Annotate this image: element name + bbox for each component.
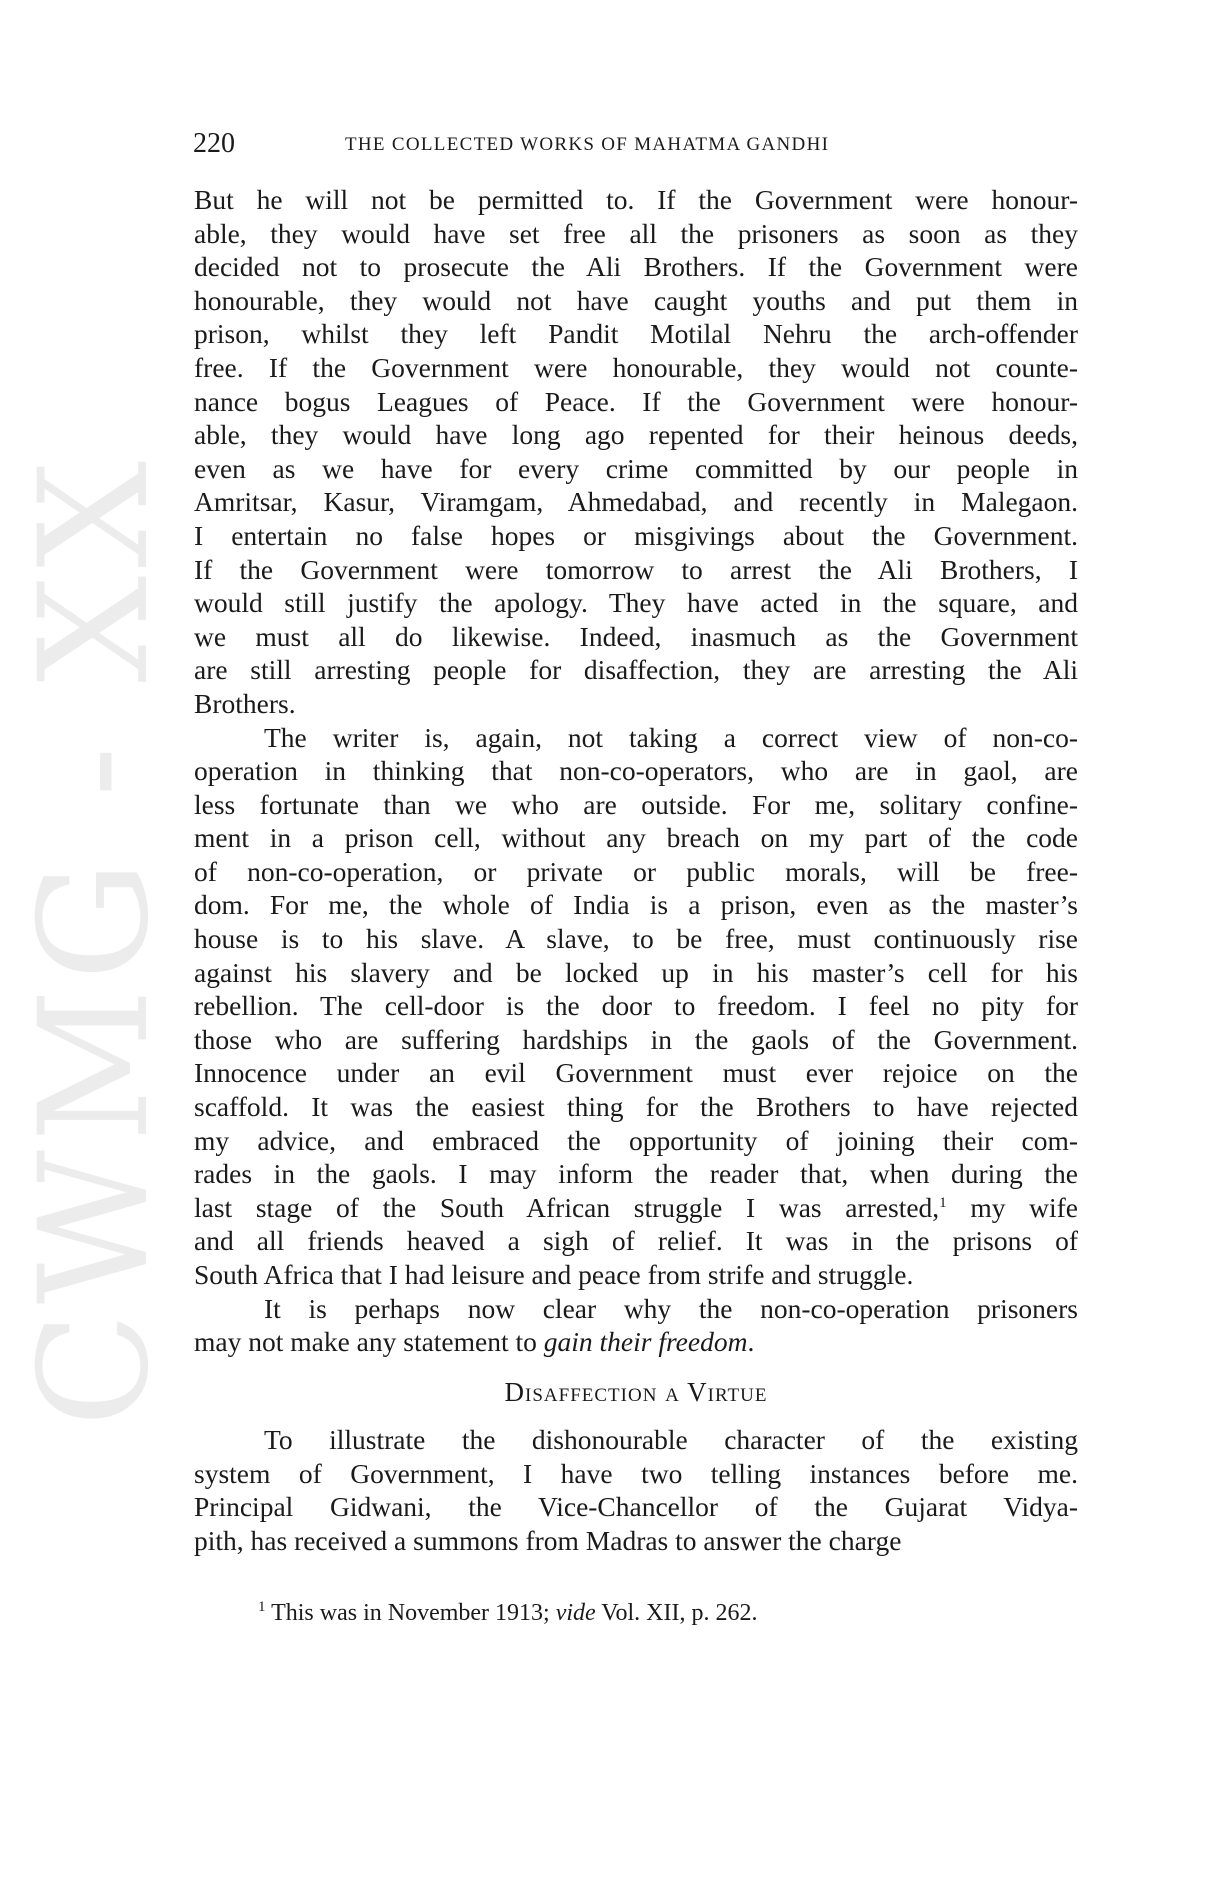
footnote-text-end: Vol. XII, p. 262. bbox=[595, 1600, 758, 1626]
text-line: less fortunate than we who are outside. For me, solitary confine- bbox=[194, 788, 1078, 820]
paragraph bbox=[194, 721, 1078, 1292]
text-line: prison, whilst they left Pandit Motilal Nehru the arch-offender bbox=[194, 318, 1078, 350]
body-text bbox=[194, 183, 1078, 1359]
text-line: my advice, and embraced the opportunity of joining their com- bbox=[194, 1124, 1078, 1156]
text-line bbox=[194, 1191, 1078, 1225]
text-line: pith, has received a summons from Madras to answer the charge bbox=[194, 1524, 902, 1556]
text-line: operation in thinking that non-co-operators, who are in gaol, are bbox=[194, 755, 1078, 787]
paragraph bbox=[194, 1423, 1078, 1557]
text-line: able, they would have set free all the prisoners as soon as they bbox=[194, 217, 1078, 249]
body-text-after-heading bbox=[194, 1423, 1078, 1557]
text-line: Innocence under an evil Government must ever rejoice on the bbox=[194, 1057, 1078, 1089]
text-line: even as we have for every crime committed by our people in bbox=[194, 452, 1078, 484]
text-line: But he will not be permitted to. If the Government were honour- bbox=[194, 184, 1078, 215]
text-line: The writer is, again, not taking a correct view of non-co- bbox=[264, 721, 1078, 753]
text-segment: last stage of the South African struggle I was arrested, bbox=[194, 1191, 940, 1223]
text-line: able, they would have long ago repented for their heinous deeds, bbox=[194, 419, 1078, 451]
text-segment: may not make any statement to bbox=[194, 1326, 544, 1358]
text-line: are still arresting people for disaffection, they are arresting the Ali bbox=[194, 654, 1078, 686]
footnote-ref: 1 bbox=[939, 1194, 947, 1211]
text-line: Brothers. bbox=[194, 687, 296, 719]
italic-text: gain their freedom bbox=[543, 1326, 748, 1358]
text-line: I entertain no false hopes or misgivings about the Government. bbox=[194, 519, 1078, 551]
footnote-text: This was in November 1913; bbox=[271, 1600, 556, 1626]
text-line: To illustrate the dishonourable character of the existing bbox=[264, 1424, 1078, 1455]
text-line: rades in the gaols. I may inform the reader that, when during the bbox=[194, 1158, 1078, 1190]
text-line: free. If the Government were honourable, they would not counte- bbox=[194, 351, 1078, 383]
text-line: South Africa that I had leisure and peace from strife and struggle. bbox=[194, 1259, 914, 1290]
paragraph bbox=[194, 1292, 1078, 1359]
text-line: against his slavery and be locked up in his master’s cell for his bbox=[194, 956, 1078, 988]
text-line: of non-co-operation, or private or public morals, will be free- bbox=[194, 855, 1078, 887]
running-title: THE COLLECTED WORKS OF MAHATMA GANDHI bbox=[345, 134, 830, 155]
text-segment: . bbox=[747, 1326, 755, 1358]
text-line: scaffold. It was the easiest thing for the Brothers to have rejected bbox=[194, 1091, 1078, 1123]
text-line: It is perhaps now clear why the non-co-operation prisoners bbox=[264, 1292, 1078, 1324]
footnote bbox=[258, 1600, 757, 1627]
text-line bbox=[194, 1325, 1078, 1359]
text-segment: my wife bbox=[946, 1191, 1078, 1223]
text-line: those who are suffering hardships in the gaols of the Government. bbox=[194, 1023, 1078, 1055]
text-line: decided not to prosecute the Ali Brothers. If the Government were bbox=[194, 251, 1078, 283]
text-line: rebellion. The cell-door is the door to freedom. I feel no pity for bbox=[194, 990, 1078, 1022]
text-line: system of Government, I have two telling instances before me. bbox=[194, 1457, 1078, 1489]
page-number: 220 bbox=[193, 128, 235, 159]
footnote-italic: vide bbox=[555, 1600, 596, 1626]
page-header bbox=[193, 128, 1078, 164]
text-line: dom. For me, the whole of India is a prison, even as the master’s bbox=[194, 889, 1078, 921]
section-heading: Disaffection a Virtue bbox=[504, 1377, 768, 1407]
text-line: Principal Gidwani, the Vice-Chancellor of the Gujarat Vidya- bbox=[194, 1491, 1078, 1523]
text-line: ment in a prison cell, without any breach on my part of the code bbox=[194, 822, 1078, 854]
paragraph bbox=[194, 183, 1078, 721]
text-line: nance bogus Leagues of Peace. If the Government were honour- bbox=[194, 385, 1078, 417]
text-line: and all friends heaved a sigh of relief. It was in the prisons of bbox=[194, 1225, 1078, 1257]
text-line: If the Government were tomorrow to arrest the Ali Brothers, I bbox=[194, 553, 1078, 585]
footnote-marker: 1 bbox=[258, 1599, 266, 1615]
text-line: Amritsar, Kasur, Viramgam, Ahmedabad, and recently in Malegaon. bbox=[194, 486, 1078, 518]
text-line: house is to his slave. A slave, to be free, must continuously rise bbox=[194, 923, 1078, 955]
text-line: we must all do likewise. Indeed, inasmuch as the Government bbox=[194, 620, 1078, 652]
text-line: would still justify the apology. They have acted in the square, and bbox=[194, 587, 1078, 619]
text-line: honourable, they would not have caught youths and put them in bbox=[194, 284, 1078, 316]
watermark: CWMG - XX bbox=[8, 453, 182, 1427]
